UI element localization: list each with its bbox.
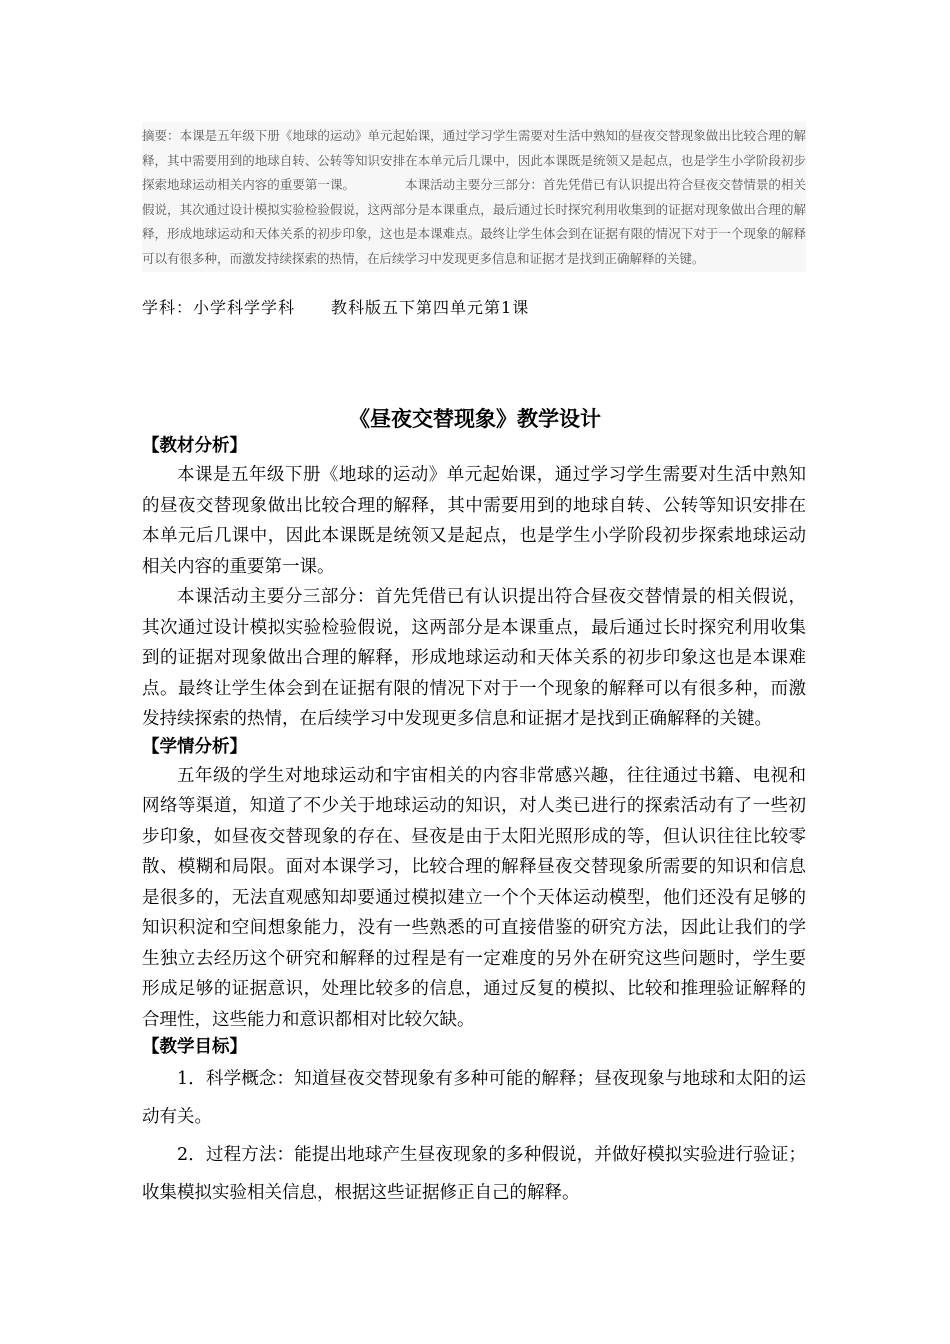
- section-heading-goals: 【教学目标】: [142, 1037, 247, 1057]
- student-paragraph-1: 五年级的学生对地球运动和宇宙相关的内容非常感兴趣，往往通过书籍、电视和网络等渠道，知道了不少关于地球运动的知识，对人类已进行的探索活动有了一些初步印象，如昼夜交替现象的存在、昼夜是由于太阳光照形成的等，但认识往往比较零散、模糊和局限。面对本课学习，比较合理的解释昼夜交替现象所需要的知识和信息是很多的，无法直观感知却要通过模拟建立一个个天体运动模型，他们还没有足够的知识积淀和空间想象能力，没有一些熟悉的可直接借鉴的研究方法，因此让我们的学生独立去经历这个研究和解释的过程是有一定难度的另外在研究这些问题时，学生要形成足够的证据意识，处理比较多的信息，通过反复的模拟、比较和推理验证解释的合理性，这些能力和意识都相对比较欠缺。: [142, 765, 806, 1030]
- material-paragraph-2: 本课活动主要分三部分：首先凭借已有认识提出符合昼夜交替情景的相关假说，其次通过设计模拟实验检验假说，这两部分是本课重点，最后通过长时探究利用收集到的证据对现象做出合理的解释，形成地球运动和天体关系的初步印象这也是本课难点。最终让学生体会到在证据有限的情况下对于一个现象的解释可以有很多种，而激发持续探索的热情，在后续学习中发现更多信息和证据才是找到正确解释的关键。: [142, 587, 806, 729]
- subject-line: [142, 295, 806, 321]
- goal-item-1: 1．科学概念：知道昼夜交替现象有多种可能的解释；昼夜现象与地球和太阳的运动有关。: [142, 1069, 806, 1127]
- material-paragraph-1: 本课是五年级下册《地球的运动》单元起始课，通过学习学生需要对生活中熟知的昼夜交替现象做出比较合理的解释，其中需要用到的地球自转、公转等知识安排在本单元后几课中，因此本课既是统领又是起点，也是学生小学阶段初步探索地球运动相关内容的重要第一课。: [142, 465, 806, 577]
- abstract-part-1: 摘要：本课是五年级下册《地球的运动》单元起始课，通过学习学生需要对生活中熟知的昼夜交替现象做出比较合理的解释，其中需要用到的地球自转、公转等知识安排在本单元后几课中，因此本课既是统领又是起点，也是学生小学阶段初步探索地球运动相关内容的重要第一课。: [142, 128, 806, 193]
- section-heading-material: 【教材分析】: [142, 436, 247, 456]
- abstract-box: [142, 122, 806, 272]
- document-title: 《昼夜交替现象》教学设计: [349, 406, 601, 431]
- section-heading-student: 【学情分析】: [142, 736, 247, 757]
- goal-item-2: 2．过程方法：能提出地球产生昼夜现象的多种假说，并做好模拟实验进行验证；收集模拟实验相关信息，根据这些证据修正自己的解释。: [142, 1145, 806, 1203]
- document-body: [142, 434, 806, 1212]
- lesson-label: 教科版五下第四单元第1课: [331, 298, 530, 317]
- abstract-part-2: 本课活动主要分三部分：首先凭借已有认识提出符合昼夜交替情景的相关假说，其次通过设计模拟实验检验假说，这两部分是本课重点，最后通过长时探究利用收集到的证据对现象做出合理的解释，形成地球运动和天体关系的初步印象，这也是本课难点。最终让学生体会到在证据有限的情况下对于一个现象的解释可以有很多种，而激发持续探索的热情，在后续学习中发现更多信息和证据才是找到正确解释的关键。: [142, 177, 806, 266]
- subject-label: 学科：小学科学学科: [142, 298, 296, 317]
